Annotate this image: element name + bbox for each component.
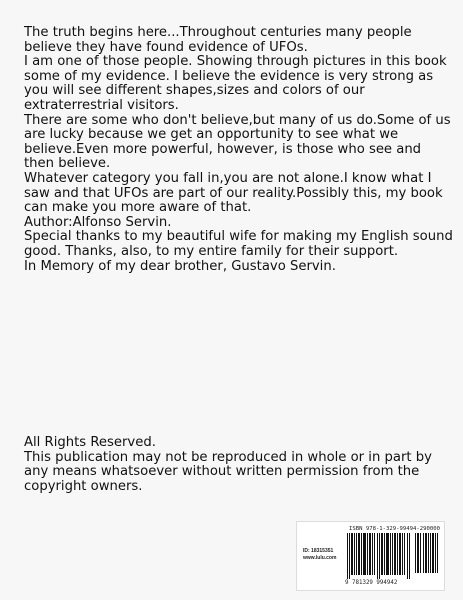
publisher-url: www.lulu.com: [303, 555, 337, 561]
paragraph-thanks: Special thanks to my beautiful wife for making my English sound good. Thanks, also, to my entire family for their support.: [24, 229, 453, 259]
rights-title: All Rights Reserved.: [24, 435, 156, 450]
author-line: Author:Alfonso Servin.: [24, 214, 172, 230]
barcode-box: [296, 521, 445, 591]
rights-notice: [24, 436, 444, 494]
body-text: [24, 26, 454, 274]
paragraph-believers: There are some who don't believe,but many of us do.Some of us are lucky because we get an opportunity to see what we believe.Even more powerful, however, is those who see and then believe.: [24, 112, 451, 172]
price-barcode-icon: [415, 533, 439, 573]
barcode-bars-icon: [347, 533, 411, 579]
paragraph-memory: In Memory of my dear brother, Gustavo Servin.: [24, 258, 336, 274]
paragraph-intro: The truth begins here...Throughout centuries many people believe they have found evidence of UFOs.: [24, 25, 412, 55]
price-code: 90000: [423, 526, 440, 532]
rights-text: This publication may not be reproduced in whole or in part by any means whatsoever without written permission from the copyright owners.: [24, 449, 432, 494]
paragraph-category: Whatever category you fall in,you are not alone.I know what I saw and that UFOs are part of our reality.Possibly this, my book can make you more aware of that.: [24, 170, 443, 216]
book-id: ID: 18315351: [303, 548, 334, 554]
isbn-label: ISBN 978-1-329-99494-2: [349, 526, 424, 532]
barcode-digits: 9 781329 994942: [345, 580, 398, 586]
paragraph-evidence: I am one of those people. Showing through pictures in this book some of my evidence. I believe the evidence is very strong as you will see different shapes,sizes and colors of our extraterrestrial visitors.: [24, 54, 447, 113]
